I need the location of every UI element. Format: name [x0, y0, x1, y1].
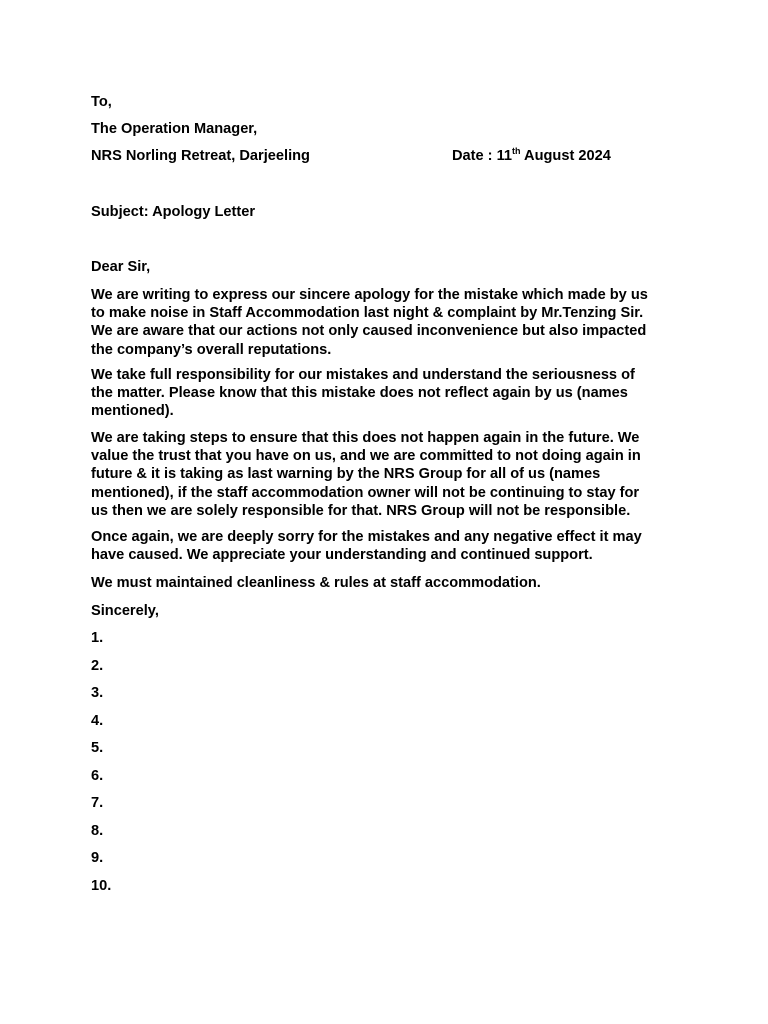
signatory-number: 8.	[91, 823, 104, 839]
paragraph-4-line: Once again, we are deeply sorry for the mistakes and any negative effect it may	[91, 529, 642, 545]
paragraph-4	[91, 528, 681, 564]
paragraph-5: We must maintained cleanliness & rules at staff accommodation.	[91, 575, 541, 591]
date-ordinal-suffix: th	[512, 146, 521, 156]
date-prefix: Date : 11	[452, 148, 513, 164]
paragraph-3-line: mentioned), if the staff accommodation owner will not be continuing to stay for	[91, 484, 640, 501]
signatory-number: 2.	[91, 658, 104, 674]
to-line: To,	[91, 94, 112, 110]
paragraph-2-line: mentioned).	[91, 403, 174, 420]
paragraph-3-line: future & it is taking as last warning by the NRS Group for all of us (names	[91, 466, 601, 483]
signatory-number: 9.	[91, 850, 104, 866]
paragraph-3-line: value the trust that you have on us, and we are committed to not doing again in	[91, 448, 641, 465]
letter-date	[452, 147, 611, 165]
paragraph-3-line: We are taking steps to ensure that this does not happen again in the future. We	[91, 430, 640, 446]
paragraph-1-line: to make noise in Staff Accommodation last night & complaint by Mr.Tenzing Sir.	[91, 305, 644, 322]
signatory-number: 5.	[91, 740, 104, 756]
signatory-number: 3.	[91, 685, 104, 701]
signatory-number: 10.	[91, 878, 112, 894]
signatory-number: 7.	[91, 795, 104, 811]
salutation: Dear Sir,	[91, 259, 151, 275]
paragraph-4-line: have caused. We appreciate your understanding and continued support.	[91, 547, 593, 564]
paragraph-1-line: We are writing to express our sincere apology for the mistake which made by us	[91, 287, 648, 303]
paragraph-2-line: We take full responsibility for our mistakes and understand the seriousness of	[91, 367, 635, 383]
paragraph-1	[91, 286, 681, 359]
subject-line: Subject: Apology Letter	[91, 204, 256, 220]
paragraph-2	[91, 366, 681, 421]
paragraph-1-line: We are aware that our actions not only caused inconvenience but also impacted	[91, 323, 647, 340]
signatory-number: 6.	[91, 768, 104, 784]
signatory-number: 4.	[91, 713, 104, 729]
paragraph-2-line: the matter. Please know that this mistake does not reflect again by us (names	[91, 385, 628, 402]
recipient-location: NRS Norling Retreat, Darjeeling	[91, 148, 310, 164]
closing: Sincerely,	[91, 603, 159, 619]
date-rest: August 2024	[520, 148, 611, 164]
paragraph-3	[91, 429, 681, 520]
recipient-title: The Operation Manager,	[91, 121, 258, 137]
paragraph-1-line: the company’s overall reputations.	[91, 341, 332, 358]
signatory-number: 1.	[91, 630, 104, 646]
paragraph-3-line: us then we are solely responsible for that. NRS Group will not be responsible.	[91, 502, 631, 519]
